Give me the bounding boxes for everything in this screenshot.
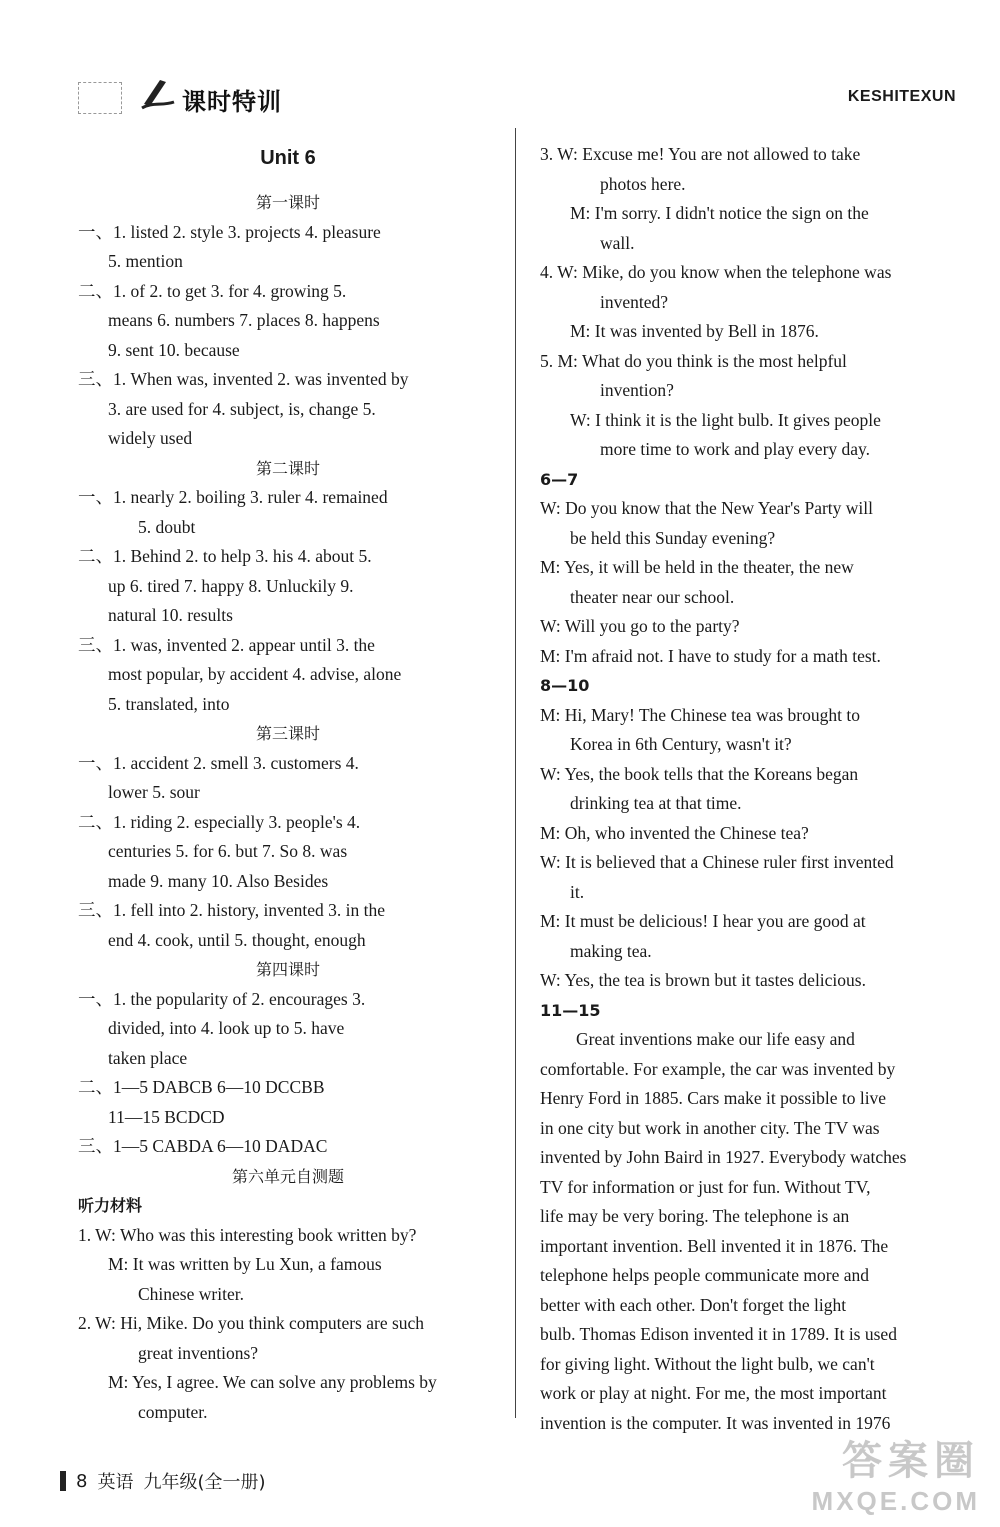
left-line: 一、1. nearly 2. boiling 3. ruler 4. remained <box>78 487 388 507</box>
footer-mark <box>60 1471 66 1491</box>
left-line: M: Yes, I agree. We can solve any problems by <box>108 1372 437 1392</box>
left-line: 2. W: Hi, Mike. Do you think computers are such <box>78 1313 425 1333</box>
left-line: computer. <box>138 1401 208 1422</box>
right-line: M: I'm afraid not. I have to study for a math test. <box>540 645 881 666</box>
right-line: Korea in 6th Century, wasn't it? <box>570 734 792 754</box>
right-line: invention is the computer. It was invented in 1976 <box>540 1412 891 1433</box>
right-line: for giving light. Without the light bulb, we can't <box>540 1353 875 1374</box>
left-column <box>78 140 498 1427</box>
left-line: 3. are used for 4. subject, is, change 5. <box>108 398 376 419</box>
left-line: means 6. numbers 7. places 8. happens <box>108 310 380 330</box>
right-line: M: It was invented by Bell in 1876. <box>570 321 819 341</box>
left-line: 1. W: Who was this interesting book written by? <box>78 1224 417 1245</box>
subject-label: 英语 <box>97 1472 134 1493</box>
left-line: 听力材料 <box>78 1196 143 1215</box>
right-line: photos here. <box>600 173 686 194</box>
right-line: TV for information or just for fun. Without TV, <box>540 1176 871 1197</box>
left-lines <box>78 188 498 1427</box>
left-line: 三、1—5 CABDA 6—10 DADAC <box>78 1136 328 1156</box>
right-line: Great inventions make our life easy and <box>576 1029 855 1049</box>
right-line: Henry Ford in 1885. Cars make it possible to live <box>540 1088 887 1108</box>
left-line: 二、1—5 DABCB 6—10 DCCBB <box>78 1077 325 1097</box>
logo-text: 课时特训 <box>182 88 282 116</box>
right-line: W: I think it is the light bulb. It gives people <box>570 409 881 430</box>
right-line: 3. W: Excuse me! You are not allowed to take <box>540 144 861 164</box>
right-line: W: Will you go to the party? <box>540 616 740 636</box>
left-line: Chinese writer. <box>138 1283 244 1304</box>
right-line: it. <box>570 881 585 902</box>
right-line: wall. <box>600 232 635 253</box>
column-divider <box>515 128 516 1418</box>
right-line: invention? <box>600 380 674 400</box>
right-line: making tea. <box>570 940 652 961</box>
right-line: comfortable. For example, the car was invented by <box>540 1058 896 1079</box>
right-line: W: Do you know that the New Year's Party will <box>540 498 874 518</box>
right-line: drinking tea at that time. <box>570 793 742 813</box>
right-line: W: Yes, the tea is brown but it tastes delicious. <box>540 970 866 990</box>
left-line: 二、1. Behind 2. to help 3. his 4. about 5. <box>78 546 372 566</box>
left-line: 第四课时 <box>255 960 320 979</box>
right-line: M: I'm sorry. I didn't notice the sign on the <box>570 203 869 223</box>
right-line: 6—7 <box>540 469 579 489</box>
pen-icon <box>138 72 178 112</box>
grade-label: 九年级(全一册) <box>143 1472 266 1493</box>
left-line: widely used <box>108 428 193 448</box>
left-line: made 9. many 10. Also Besides <box>108 870 329 891</box>
right-line: M: It must be delicious! I hear you are good at <box>540 911 866 931</box>
left-line: 二、1. riding 2. especially 3. people's 4. <box>78 811 361 832</box>
right-line: more time to work and play every day. <box>600 439 871 459</box>
right-line: life may be very boring. The telephone is an <box>540 1206 850 1226</box>
watermark-line1: 答案圈 <box>842 1438 980 1484</box>
right-line: work or play at night. For me, the most important <box>540 1383 887 1403</box>
left-line: most popular, by accident 4. advise, alone <box>108 664 402 684</box>
right-line: W: Yes, the book tells that the Koreans began <box>540 763 859 784</box>
brand-name: KESHITEXUN <box>847 88 956 105</box>
left-line: 5. doubt <box>138 516 196 537</box>
right-line: theater near our school. <box>570 586 735 607</box>
left-line: 一、1. listed 2. style 3. projects 4. pleasure <box>78 221 381 242</box>
left-line: 11—15 BCDCD <box>108 1106 225 1127</box>
right-line: important invention. Bell invented it in 1876. The <box>540 1235 889 1256</box>
right-line: 8—10 <box>540 676 590 695</box>
logo-stamp <box>78 82 122 114</box>
right-lines <box>540 140 958 1438</box>
right-line: be held this Sunday evening? <box>570 527 776 548</box>
left-line: 9. sent 10. because <box>108 339 240 360</box>
page-number: 8 <box>76 1470 88 1492</box>
page-footer <box>60 1468 266 1494</box>
unit-title: Unit 6 <box>260 147 316 169</box>
right-line: M: Hi, Mary! The Chinese tea was brought to <box>540 704 860 725</box>
right-line: 4. W: Mike, do you know when the telephone was <box>540 262 892 282</box>
right-line: 11—15 <box>540 1000 601 1020</box>
left-line: centuries 5. for 6. but 7. So 8. was <box>108 841 348 861</box>
left-line: 一、1. the popularity of 2. encourages 3. <box>78 988 366 1009</box>
left-line: 5. mention <box>108 251 183 271</box>
left-line: 第二课时 <box>255 458 320 478</box>
right-line: M: Oh, who invented the Chinese tea? <box>540 822 809 843</box>
left-line: 三、1. When was, invented 2. was invented by <box>78 369 409 389</box>
left-line: 三、1. fell into 2. history, invented 3. in the <box>78 900 386 920</box>
right-line: W: It is believed that a Chinese ruler first invented <box>540 852 894 872</box>
right-line: in one city but work in another city. The TV was <box>540 1117 880 1138</box>
watermark <box>812 1429 980 1517</box>
left-line: taken place <box>108 1047 188 1068</box>
left-line: 第三课时 <box>255 724 320 743</box>
right-line: better with each other. Don't forget the light <box>540 1294 847 1315</box>
right-line: M: Yes, it will be held in the theater, the new <box>540 557 854 577</box>
left-line: 一、1. accident 2. smell 3. customers 4. <box>78 752 359 773</box>
left-line: great inventions? <box>138 1342 259 1363</box>
left-line: 5. translated, into <box>108 693 230 714</box>
left-line: divided, into 4. look up to 5. have <box>108 1018 345 1038</box>
left-line: 二、1. of 2. to get 3. for 4. growing 5. <box>78 280 347 301</box>
right-line: invented by John Baird in 1927. Everybody watches <box>540 1147 907 1167</box>
left-line: natural 10. results <box>108 605 233 625</box>
right-line: bulb. Thomas Edison invented it in 1789. It is used <box>540 1324 897 1344</box>
left-line: 第六单元自测题 <box>231 1166 344 1186</box>
right-line: telephone helps people communicate more and <box>540 1265 869 1285</box>
left-line: end 4. cook, until 5. thought, enough <box>108 929 366 950</box>
left-line: 三、1. was, invented 2. appear until 3. the <box>78 634 375 655</box>
left-line: M: It was written by Lu Xun, a famous <box>108 1254 382 1274</box>
page-header <box>0 0 1000 130</box>
right-line: 5. M: What do you think is the most helpful <box>540 350 847 371</box>
right-line: invented? <box>600 291 669 312</box>
right-column <box>540 140 958 1438</box>
watermark-line2: MXQE.COM <box>811 1486 980 1516</box>
left-line: up 6. tired 7. happy 8. Unluckily 9. <box>108 575 354 596</box>
left-line: lower 5. sour <box>108 782 200 802</box>
left-line: 第一课时 <box>255 193 320 212</box>
